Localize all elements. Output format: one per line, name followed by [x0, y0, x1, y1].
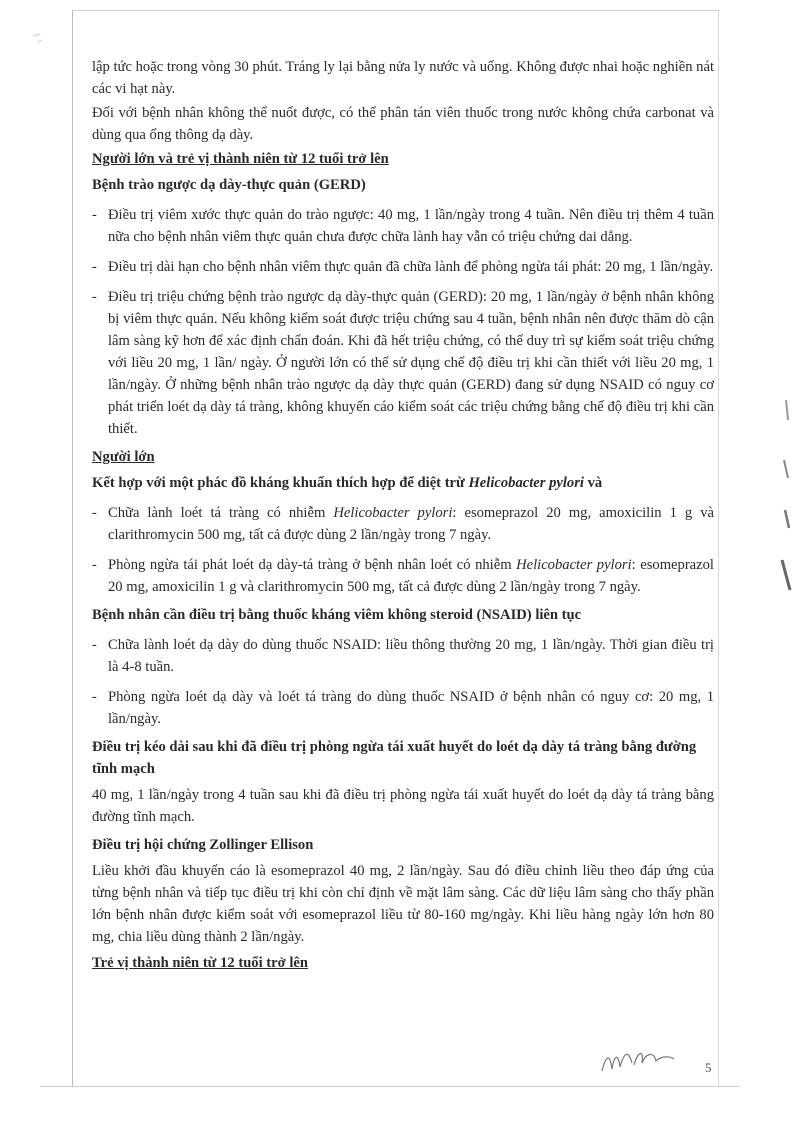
- gerd-item: [92, 204, 714, 248]
- gerd-heading: Bệnh trào ngược dạ dày-thực quản (GERD): [92, 177, 366, 193]
- nsaid-item: [92, 686, 714, 730]
- hp-heading-italic: Helicobacter pylori: [468, 475, 584, 491]
- list-dash: -: [92, 637, 97, 653]
- intro-paragraph-1: lập tức hoặc trong vòng 30 phút. Tráng ly lại bằng nửa ly nước và uống. Không được nhai hoặc nghiền nát các vi hạt này.: [92, 59, 714, 97]
- ze-heading: Điều trị hội chứng Zollinger Ellison: [92, 837, 314, 853]
- list-dash: -: [92, 289, 97, 305]
- ze-paragraph: Liều khởi đầu khuyến cáo là esomeprazol 40 mg, 2 lần/ngày. Sau đó điều chỉnh liều theo đáp ứng của từng bệnh nhân và tiếp tục điều trị khi còn chỉ định về mặt lâm sàng. Các dữ liệu lâm sàng cho thấy phần lớn bệnh nhân được kiểm soát với esomeprazol liều từ 80-160 mg/ngày. Khi liều hàng ngày lớn hơn 80 mg, chia liều dùng thành 2 lần/ngày.: [92, 863, 714, 945]
- hp-item-text-after: : esomeprazol 20 mg, amoxicilin 1 g và clarithromycin 500 mg, tất cả được dùng 2 lần/ngày trong 7 ngày.: [108, 557, 714, 595]
- list-dash: -: [92, 505, 97, 521]
- hp-item-text-before: Phòng ngừa tái phát loét dạ dày-tá tràng ở bệnh nhân loét có nhiễm: [108, 557, 517, 573]
- scan-corner-mark: [30, 30, 50, 50]
- hp-item-text: [108, 554, 714, 598]
- section-heading-adults: Người lớn: [92, 449, 155, 465]
- handwritten-initials: [598, 1043, 678, 1077]
- iv-paragraph: 40 mg, 1 lần/ngày trong 4 tuần sau khi đã điều trị phòng ngừa tái xuất huyết do loét dạ dày tá tràng bằng đường tĩnh mạch.: [92, 787, 714, 825]
- hp-heading: [92, 472, 714, 494]
- page-bottom-line: [40, 1086, 740, 1087]
- nsaid-item-text: Chữa lành loét dạ dày do dùng thuốc NSAID: liều thông thường 20 mg, 1 lần/ngày. Thời gian điều trị là 4-8 tuần.: [108, 637, 714, 675]
- gerd-item-text: Điều trị dài hạn cho bệnh nhân viêm thực quản đã chữa lành để phòng ngừa tái phát: 20 mg, 1 lần/ngày.: [108, 259, 714, 275]
- hp-heading-suffix: và: [583, 475, 603, 491]
- nsaid-item: [92, 634, 714, 678]
- hp-item-text-before: Chữa lành loét tá tràng có nhiễm: [108, 505, 334, 521]
- hp-item-text-italic: Helicobacter pylori: [516, 557, 632, 573]
- page-number: 5: [705, 1060, 712, 1075]
- list-dash: -: [92, 207, 97, 223]
- iv-heading: Điều trị kéo dài sau khi đã điều trị phòng ngừa tái xuất huyết do loét dạ dày tá tràng bằng đường tĩnh mạch: [92, 739, 697, 777]
- nsaid-item-text: Phòng ngừa loét dạ dày và loét tá tràng do dùng thuốc NSAID ở bệnh nhân có nguy cơ: 20 mg, 1 lần/ngày.: [108, 689, 714, 727]
- hp-item-text: [108, 502, 714, 546]
- gerd-item: [92, 286, 714, 440]
- gerd-item-text: Điều trị triệu chứng bệnh trào ngược dạ dày-thực quản (GERD): 20 mg, 1 lần/ngày ở bệnh nhân không bị viêm thực quản. Nếu không kiểm soát được triệu chứng sau 4 tuần, bệnh nhân nên được thăm dò cận lâm sàng kỹ hơn để xác định chẩn đoán. Khi đã hết triệu chứng, có thể duy trì sự kiểm soát triệu chứng với liều 20 mg, 1 lần/ ngày. Ở người lớn có thể sử dụng chế độ điều trị khi cần thiết với liều 20 mg, 1 lần/ngày. Ở những bệnh nhân trào ngược dạ dày thực quản (GERD) đang sử dụng NSAID có nguy cơ phát triển loét dạ dày tá tràng, không khuyến cáo kiểm soát các triệu chứng bằng chế độ điều trị khi cần thiết.: [108, 289, 714, 437]
- hp-item: [92, 502, 714, 546]
- hp-item: [92, 554, 714, 598]
- list-dash: -: [92, 259, 97, 275]
- nsaid-heading: Bệnh nhân cần điều trị bằng thuốc kháng viêm không steroid (NSAID) liên tục: [92, 607, 582, 623]
- hp-item-text-after: : esomeprazol 20 mg, amoxicilin 1 g và clarithromycin 500 mg, tất cả được dùng 2 lần/ngày trong 7 ngày.: [108, 505, 714, 543]
- document-body: [92, 56, 714, 978]
- section-heading-teens: Trẻ vị thành niên từ 12 tuổi trở lên: [92, 955, 309, 971]
- gerd-item-text: Điều trị viêm xước thực quản do trào ngược: 40 mg, 1 lần/ngày trong 4 tuần. Nên điều trị thêm 4 tuần nữa cho bệnh nhân viêm thực quản chưa được chữa lành hay vẫn có triệu chứng dai dẳng.: [108, 207, 714, 245]
- hp-heading-prefix: Kết hợp với một phác đồ kháng khuẩn thích hợp để diệt trừ: [92, 475, 469, 491]
- scan-edge-marks: [764, 380, 794, 620]
- list-dash: -: [92, 689, 97, 705]
- hp-item-text-italic: Helicobacter pylori: [333, 505, 453, 521]
- intro-paragraph-2: Đối với bệnh nhân không thể nuốt được, có thể phân tán viên thuốc trong nước không chứa carbonat và dùng qua ống thông dạ dày.: [92, 105, 714, 143]
- gerd-item: [92, 256, 714, 278]
- list-dash: -: [92, 557, 97, 573]
- section-heading-adults-12: Người lớn và trẻ vị thành niên từ 12 tuổi trở lên: [92, 151, 389, 167]
